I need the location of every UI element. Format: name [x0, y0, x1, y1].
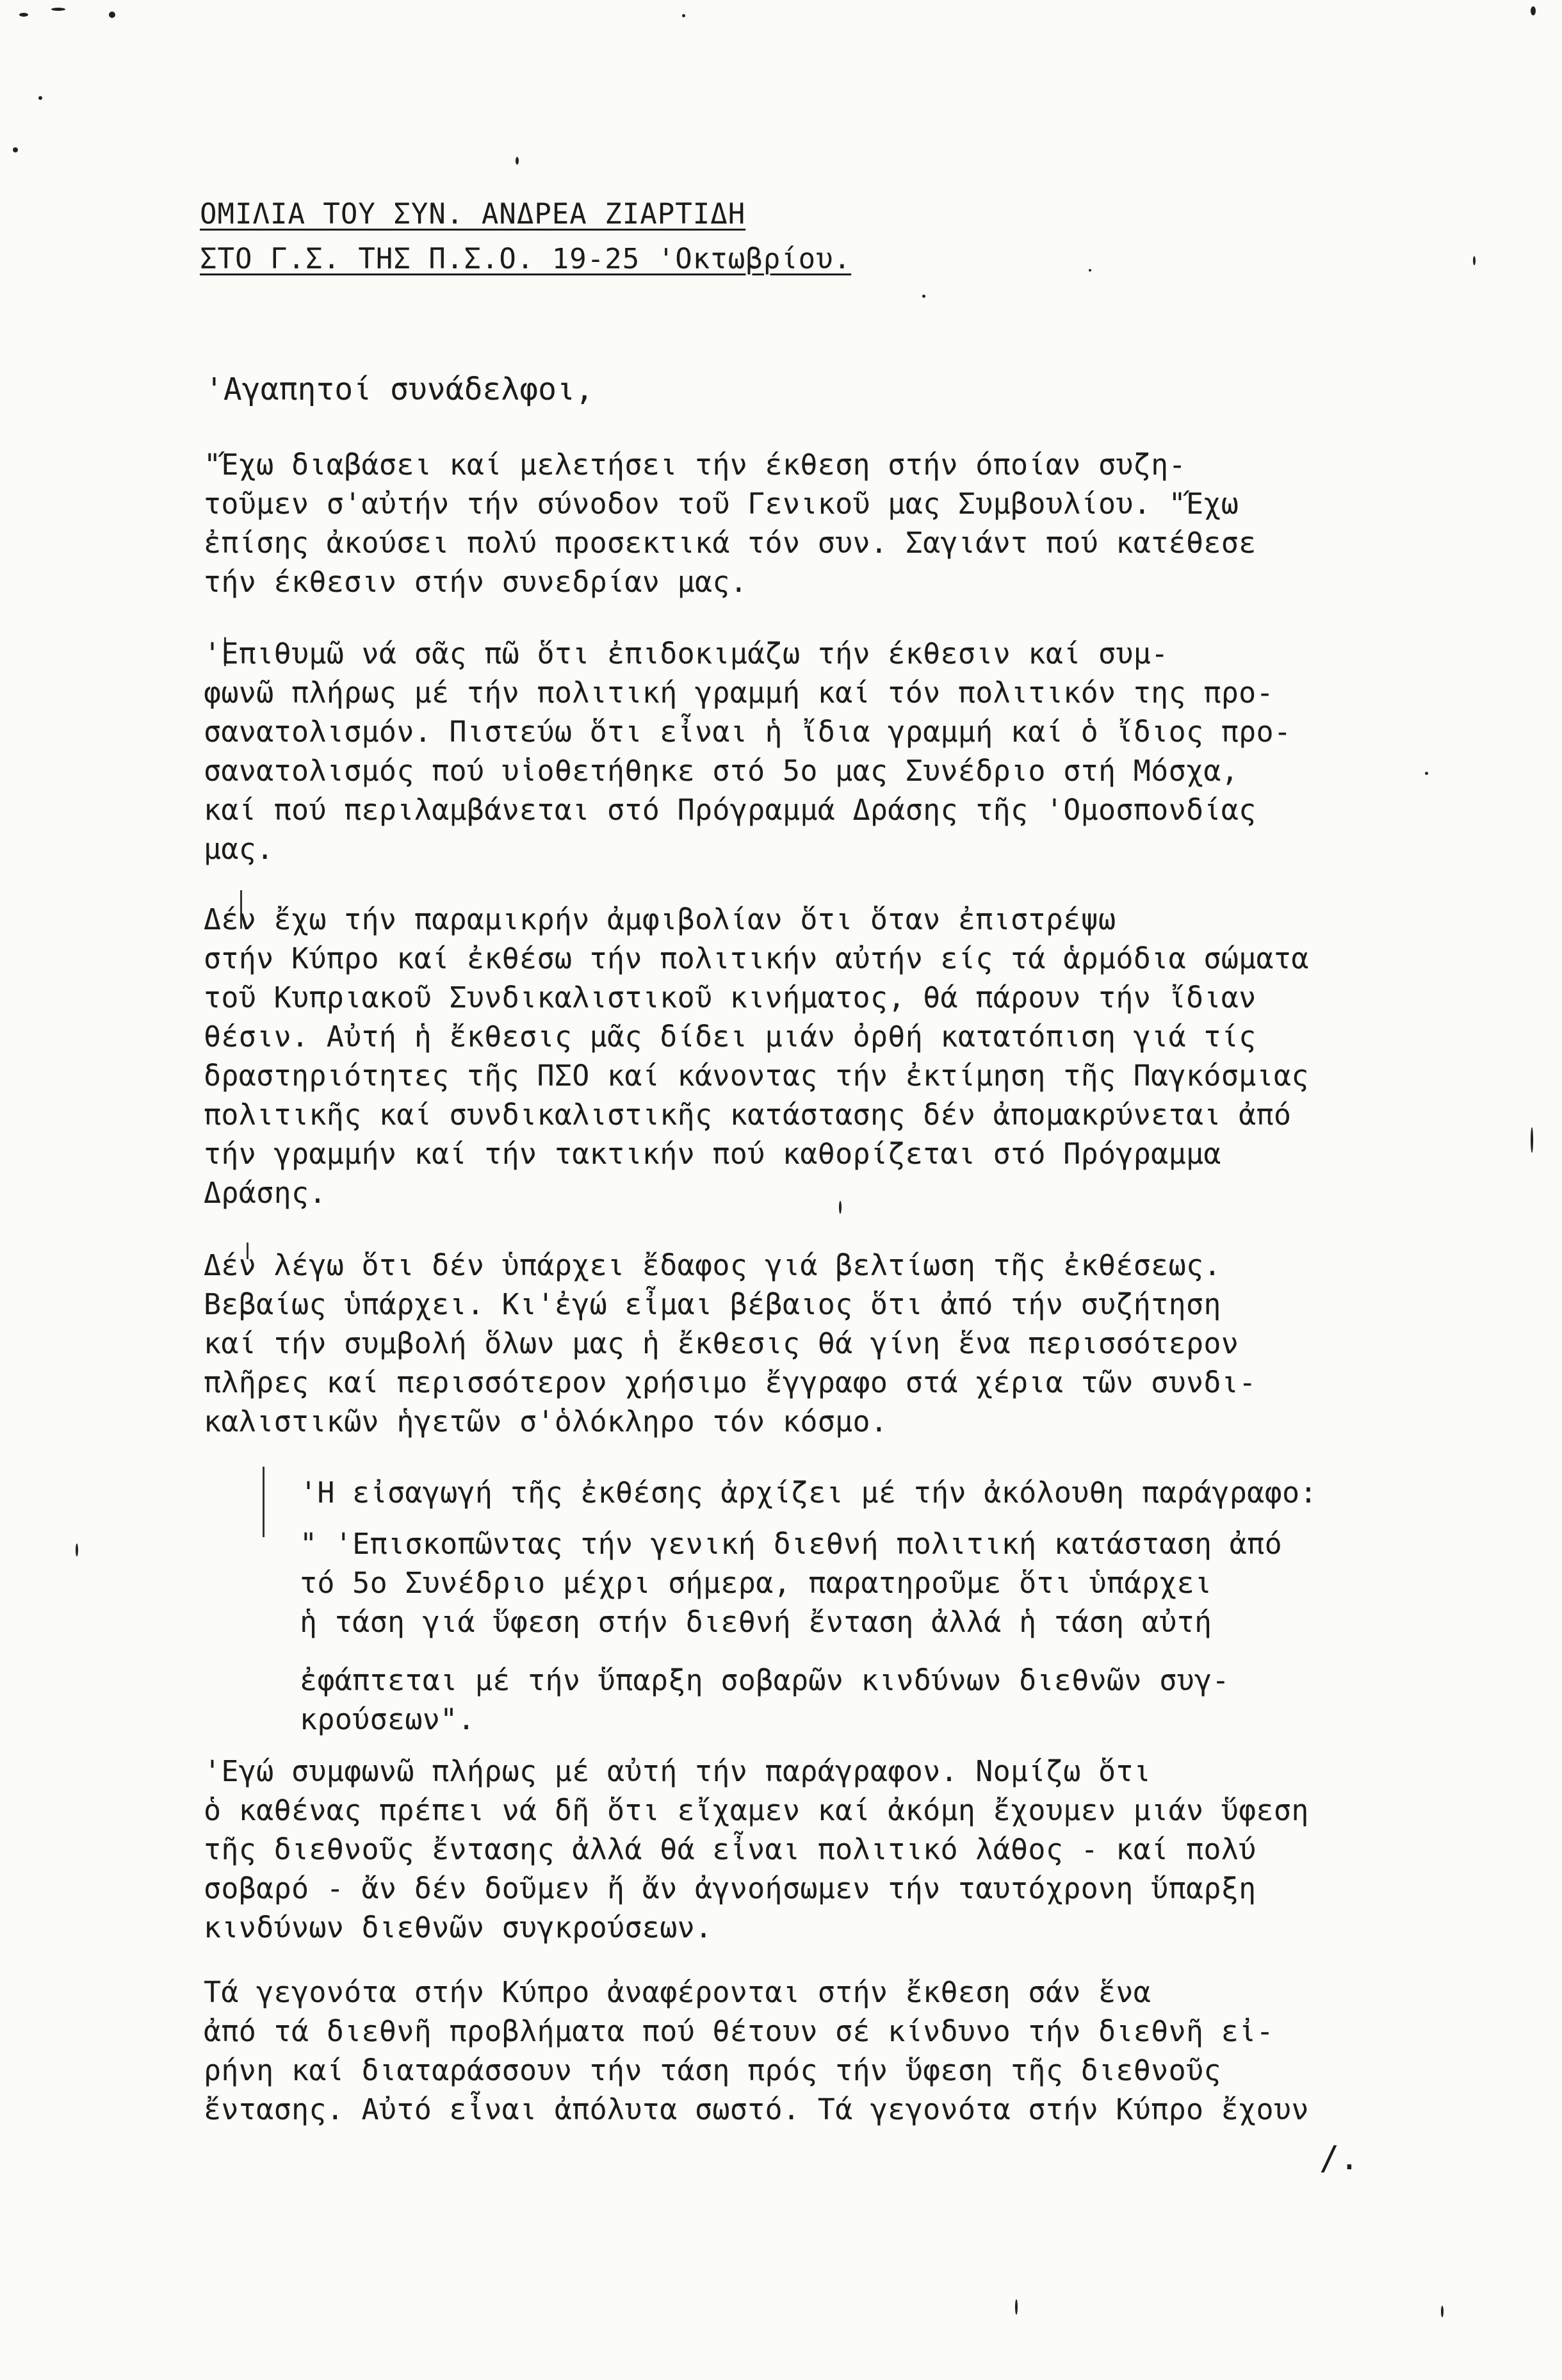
text-line: φωνῶ πλήρως μέ τήν πολιτική γραμμή καί τόν πολιτικόν της προ-: [204, 676, 1274, 710]
scan-speck: [13, 147, 18, 152]
text-line: τῆς διεθνοῦς ἔντασης ἀλλά θά εἶναι πολιτικό λάθος - καί πολύ: [204, 1832, 1257, 1866]
text-line: 'Επιθυμῶ νά σᾶς πῶ ὅτι ἐπιδοκιμάζω τήν έκθεσιν καί συμ-: [204, 637, 1169, 671]
text-line: ἔντασης. Αὐτό εἶναι ἀπόλυτα σωστό. Τά γεγονότα στήν Κύπρο ἔχουν: [204, 2092, 1309, 2126]
text-line: θέσιν. Αὐτή ἡ ἔκθεσις μᾶς δίδει μιάν ὀρθή κατατόπιση γιά τίς: [204, 1020, 1257, 1054]
paragraph-2: [204, 634, 1452, 868]
paragraph-7: [204, 1973, 1452, 2129]
scan-speck: [51, 8, 65, 11]
text-line: σανατολισμόν. Πιστεύω ὅτι εἶναι ἡ ἴδια γραμμή καί ὁ ἴδιος προ-: [204, 715, 1292, 749]
text-line: τοῦ Κυπριακοῦ Συνδικαλιστικοῦ κινήματος, θά πάρουν τήν ἴδιαν: [204, 981, 1257, 1015]
scan-speck: [1531, 6, 1536, 15]
text-line: Βεβαίως ὑπάρχει. Κι'ἐγώ εἶμαι βέβαιος ὅτι ἀπό τήν συζήτηση: [204, 1287, 1221, 1321]
text-line: τήν γραμμήν καί τήν τακτικήν πού καθορίζεται στό Πρόγραμμα: [204, 1137, 1221, 1171]
scan-speck: [1473, 256, 1476, 265]
scan-speck: [19, 13, 28, 17]
text-line: κινδύνων διεθνῶν συγκρούσεων.: [204, 1911, 713, 1944]
text-line: ἡ τάση γιά ὕφεση στήν διεθνή ἔνταση ἀλλά ἡ τάση αὐτή: [300, 1605, 1212, 1639]
text-line: τοῦμεν σ'αὐτήν τήν σύνοδον τοῦ Γενικοῦ μας Συμβουλίου. "Έχω: [204, 487, 1239, 521]
scan-speck: [1531, 1127, 1533, 1153]
text-line: "Έχω διαβάσει καί μελετήσει τήν έκθεση στήν όποίαν συζη-: [204, 448, 1186, 482]
text-line: 'Η εἰσαγωγή τῆς ἐκθέσης ἀρχίζει μέ τήν ἀκόλουθη παράγραφο:: [300, 1476, 1317, 1510]
scan-speck: [1089, 269, 1091, 272]
text-line: τό 5ο Συνέδριο μέχρι σήμερα, παρατηροῦμε ὅτι ὑπάρχει: [300, 1566, 1212, 1600]
text-line: ἀπό τά διεθνῆ προβλήματα πού θέτουν σέ κίνδυνο τήν διεθνῆ εἰ-: [204, 2014, 1274, 2048]
paragraph-3: [204, 900, 1452, 1212]
paragraph-6: [204, 1752, 1452, 1947]
text-line: πολιτικῆς καί συνδικαλιστικῆς κατάστασης δέν ἀπομακρύνεται ἀπό: [204, 1098, 1292, 1132]
text-line: μας.: [204, 832, 274, 866]
scan-speck: [682, 14, 685, 17]
quotation-block: [300, 1524, 1452, 1739]
text-line: καλιστικῶν ἡγετῶν σ'ὁλόκληρο τόν κόσμο.: [204, 1405, 888, 1439]
text-line: στήν Κύπρο καί ἐκθέσω τήν πολιτικήν αὐτήν είς τά ἁρμόδια σώματα: [204, 941, 1309, 975]
text-line: καί πού περιλαμβάνεται στό Πρόγραμμά Δράσης τῆς 'Ομοσπονδίας: [204, 793, 1257, 827]
paragraph-4: [204, 1246, 1452, 1441]
text-line: ἐφάπτεται μέ τήν ὕπαρξη σοβαρῶν κινδύνων διεθνῶν συγ-: [300, 1663, 1230, 1697]
scan-speck: [516, 157, 519, 165]
text-line: ἐπίσης ἀκούσει πολύ προσεκτικά τόν συν. Σαγιάντ πού κατέθεσε: [204, 526, 1257, 560]
header-title: ΟΜΙΛΙΑ ΤΟΥ ΣΥΝ. ΑΝΔΡΕΑ ΖΙΑΡΤΙΔΗ: [200, 198, 746, 231]
scan-speck: [922, 295, 925, 298]
text-line: [300, 1642, 1452, 1661]
salutation: 'Αγαπητοί συνάδελφοι,: [205, 371, 594, 407]
text-line: ρήνη καί διαταράσσουν τήν τάση πρός τήν ὕφεση τῆς διεθνοῦς: [204, 2053, 1221, 2087]
text-line: σοβαρό - ἄν δέν δοῦμεν ἤ ἄν ἀγνοήσωμεν τήν ταυτόχρονη ὕπαρξη: [204, 1871, 1257, 1905]
text-line: κρούσεων".: [300, 1702, 475, 1736]
scan-speck: [76, 1544, 78, 1556]
scan-speck: [109, 12, 115, 18]
text-line: Τά γεγονότα στήν Κύπρο ἀναφέρονται στήν ἔκθεση σάν ἕνα: [204, 1975, 1151, 2009]
text-line: 'Εγώ συμφωνῶ πλήρως μέ αὐτή τήν παράγραφον. Νομίζω ὅτι: [204, 1754, 1151, 1788]
scan-speck: [1441, 2306, 1444, 2317]
margin-mark: [263, 1467, 264, 1537]
header-subtitle: ΣΤΟ Γ.Σ. ΤΗΣ Π.Σ.Ο. 19-25 'Οκτωβρίου.: [200, 243, 852, 275]
text-line: " 'Επισκοπῶντας τήν γενική διεθνή πολιτική κατάσταση ἀπό: [300, 1527, 1282, 1561]
text-line: πλῆρες καί περισσότερον χρήσιμο ἔγγραφο στά χέρια τῶν συνδι-: [204, 1365, 1257, 1399]
scan-speck: [1015, 2299, 1018, 2315]
text-line: Δέν ἔχω τήν παραμικρήν ἀμφιβολίαν ὅτι ὅταν ἐπιστρέψω: [204, 902, 1116, 936]
text-line: σανατολισμός πού υἱοθετήθηκε στό 5ο μας Συνέδριο στή Μόσχα,: [204, 754, 1239, 788]
text-line: καί τήν συμβολή ὅλων μας ἡ ἔκθεσις θά γίνη ἕνα περισσότερον: [204, 1326, 1239, 1360]
continuation-mark: /.: [1319, 2139, 1360, 2178]
intro-sentence: [300, 1473, 1452, 1512]
paragraph-1: [204, 445, 1452, 601]
text-line: Δέν λέγω ὅτι δέν ὑπάρχει ἔδαφος γιά βελτίωση τῆς ἐκθέσεως.: [204, 1248, 1221, 1282]
text-line: τήν έκθεσιν στήν συνεδρίαν μας.: [204, 565, 748, 599]
text-line: δραστηριότητες τῆς ΠΣΟ καί κάνοντας τήν ἐκτίμηση τῆς Παγκόσμιας: [204, 1059, 1309, 1093]
text-line: Δράσης.: [204, 1176, 327, 1210]
text-line: ὁ καθένας πρέπει νά δῆ ὅτι εἴχαμεν καί ἀκόμη ἔχουμεν μιάν ὕφεση: [204, 1793, 1309, 1827]
document-header: [200, 192, 851, 282]
scan-speck: [38, 96, 42, 100]
